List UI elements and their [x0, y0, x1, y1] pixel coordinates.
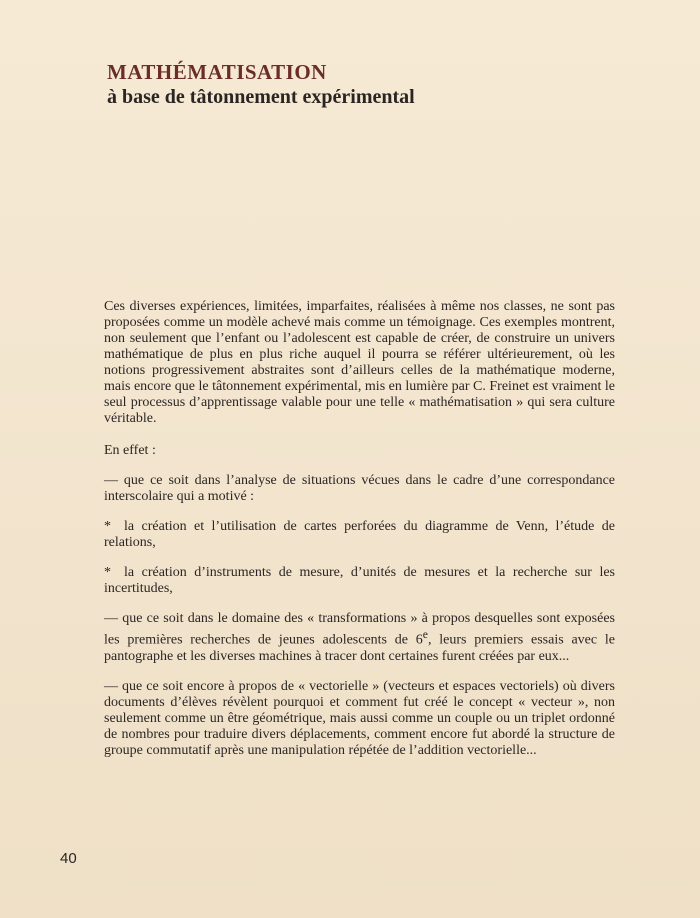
- en-effet-paragraph: En effet :: [104, 443, 156, 458]
- item-text-start: — que ce soit dans le domaine des « transformations » à propos desquelles sont exposées les premières recherches de jeunes adolescents de 6: [104, 611, 615, 648]
- bullet-paragraph-venn: [104, 519, 615, 551]
- bullet-paragraph-mesure: [104, 565, 615, 597]
- page-title: MATHÉMATISATION: [107, 60, 327, 84]
- item-text-end: , leurs premiers essais avec le pantographe et les diverses machines à tracer dont certaines furent créées par eux...: [104, 632, 615, 664]
- bullet-text: la création d’instruments de mesure, d’unités de mesures et la recherche sur les incertitudes,: [104, 565, 615, 596]
- heading-block: [107, 60, 627, 110]
- page-number: 40: [60, 850, 77, 867]
- page-subtitle: à base de tâtonnement expérimental: [107, 86, 415, 108]
- intro-paragraph: Ces diverses expériences, limitées, imparfaites, réalisées à même nos classes, ne sont pas proposées comme un modèle achevé mais comme un témoignage. Ces exemples montrent, non seulement que l’enfant ou l’adolescent est capable de créer, de construire un univers mathématique de plus en plus riche auquel il pourra se référer ultérieurement, où les notions progressivement abstraites sont d’ailleurs celles de la mathématique moderne, mais encore que le tâtonnement expérimental, mis en lumière par C. Freinet est vraiment le seul processus d’apprentissage valable pour une telle « mathématisation » qui sera culture véritable.: [104, 299, 615, 426]
- body-text: [104, 299, 615, 759]
- item-paragraph-vectorielle: — que ce soit encore à propos de « vectorielle » (vecteurs et espaces vectoriels) où divers documents d’élèves révèlent pourquoi et comment fut créé le concept « vecteur », non seulement comme un être géométrique, mais aussi comme un couple ou un triplet ordonné de nombres pour traduire divers déplacements, comment encore fut abordé la structure de groupe commutatif après une manipulation répétée de l’addition vectorielle...: [104, 678, 615, 758]
- bullet-marker: *: [104, 565, 111, 580]
- item-paragraph-transformations: [104, 611, 615, 665]
- bullet-text: la création et l’utilisation de cartes perforées du diagramme de Venn, l’étude de relations,: [104, 519, 615, 550]
- item-paragraph-correspondance: — que ce soit dans l’analyse de situations vécues dans le cadre d’une correspondance interscolaire qui a motivé :: [104, 473, 615, 504]
- ordinal-superscript: e: [422, 628, 428, 641]
- bullet-marker: *: [104, 519, 111, 534]
